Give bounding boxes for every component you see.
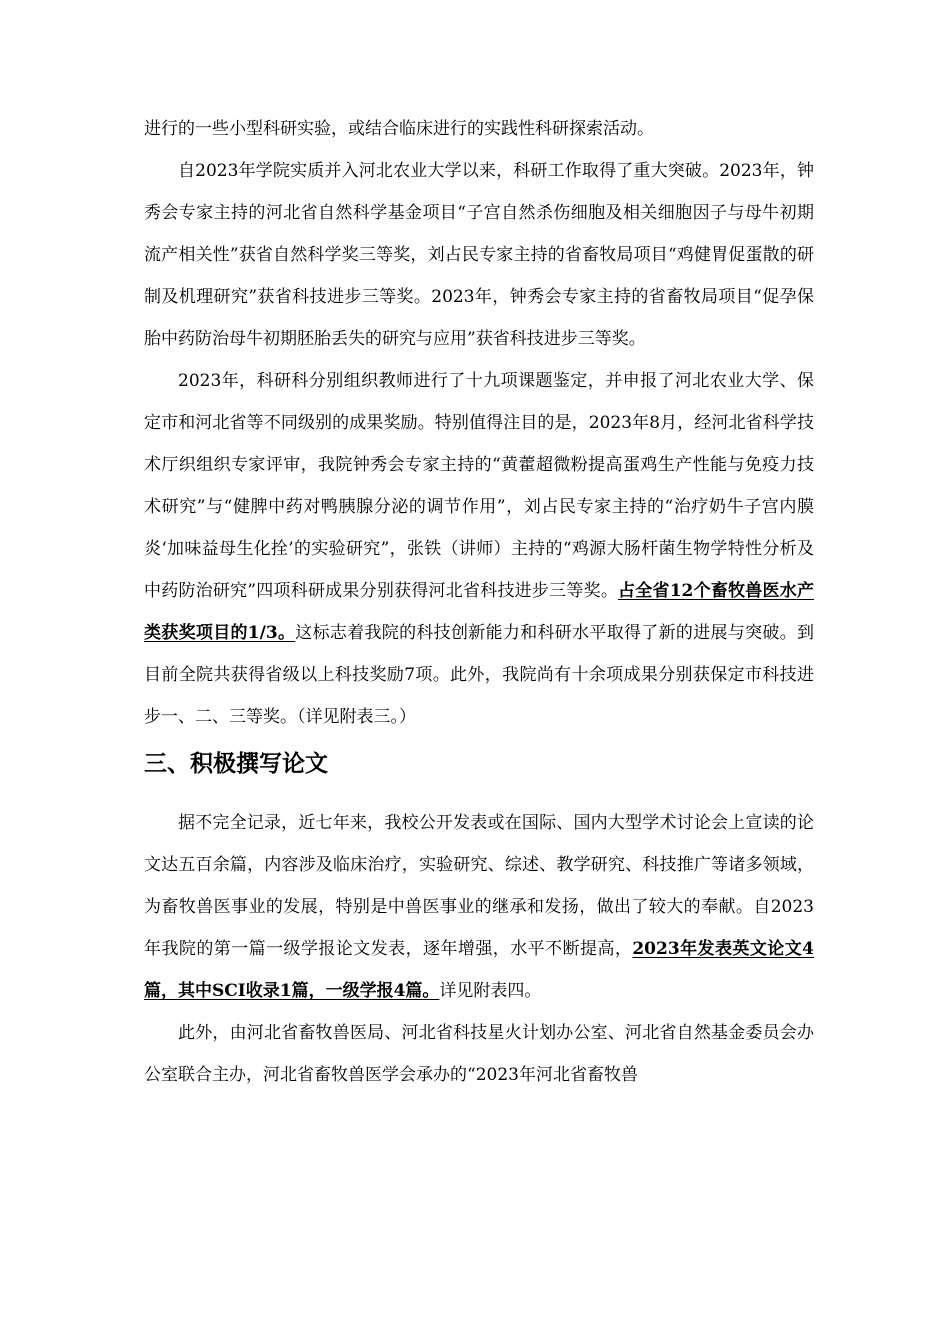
- document-body: [144, 108, 814, 1096]
- paragraph-5: 此外，由河北省畜牧兽医局、河北省科技星火计划办公室、河北省自然基金委员会办公室联合主办，河北省畜牧兽医学会承办的“2023年河北省畜牧兽: [144, 1023, 814, 1085]
- paragraph-3-text-b: 这标志着我院的科技创新能力和科研水平取得了新的进展与突破。到目前全院共获得省级以上科技奖励7项。此外，我院尚有十余项成果分别获保定市科技进步一、二、三等奖。（详见附表三。）: [144, 623, 814, 727]
- section-heading: 三、积极撰写论文: [144, 751, 328, 777]
- paragraph-4: [144, 802, 814, 1012]
- paragraph-3-emphasis: 占全省12个畜牧兽医水产类获奖项目的1/3。: [144, 581, 814, 643]
- paragraph-1: 进行的一些小型科研实验，或结合临床进行的实践性科研探索活动。: [144, 119, 654, 139]
- paragraph-2: 自2023年学院实质并入河北农业大学以来，科研工作取得了重大突破。2023年，钟秀会专家主持的河北省自然科学基金项目“子宫自然杀伤细胞及相关细胞因子与母牛初期流产相关性”获省自然科学奖三等奖，刘占民专家主持的省畜牧局项目“鸡健胃促蛋散的研制及机理研究”获省科技进步三等奖。2023年，钟秀会专家主持的省畜牧局项目“促孕保胎中药防治母牛初期胚胎丢失的研究与应用”获省科技进步三等奖。: [144, 161, 814, 349]
- paragraph-3-text-a: 2023年，科研科分别组织教师进行了十九项课题鉴定，并申报了河北农业大学、保定市和河北省等不同级别的成果奖励。特别值得注目的是，2023年8月，经河北省科学技术厅织组织专家评审，我院钟秀会专家主持的“黄藿超微粉提高蛋鸡生产性能与免疫力技术研究”与“健脾中药对鸭胰腺分泌的调节作用”，刘占民专家主持的“治疗奶牛子宫内膜炎‘加味益母生化拴’的实验研究”，张铁（讲师）主持的“鸡源大肠杆菌生物学特性分析及中药防治研究”四项科研成果分别获得河北省科技进步三等奖。: [144, 371, 814, 601]
- paragraph-3: [144, 360, 814, 738]
- paragraph-4-text-b: 详见附表四。: [439, 981, 542, 1001]
- paragraph-4-emphasis: 2023年发表英文论文4篇，其中SCI收录1篇，一级学报4篇。: [144, 939, 814, 1001]
- paragraph-4-text-a: 据不完全记录，近七年来，我校公开发表或在国际、国内大型学术讨论会上宣读的论文达五百余篇，内容涉及临床治疗，实验研究、综述、教学研究、科技推广等诸多领域，为畜牧兽医事业的发展，特别是中兽医事业的继承和发扬，做出了较大的奉献。自2023年我院的第一篇一级学报论文发表，逐年增强，水平不断提高，: [144, 813, 814, 959]
